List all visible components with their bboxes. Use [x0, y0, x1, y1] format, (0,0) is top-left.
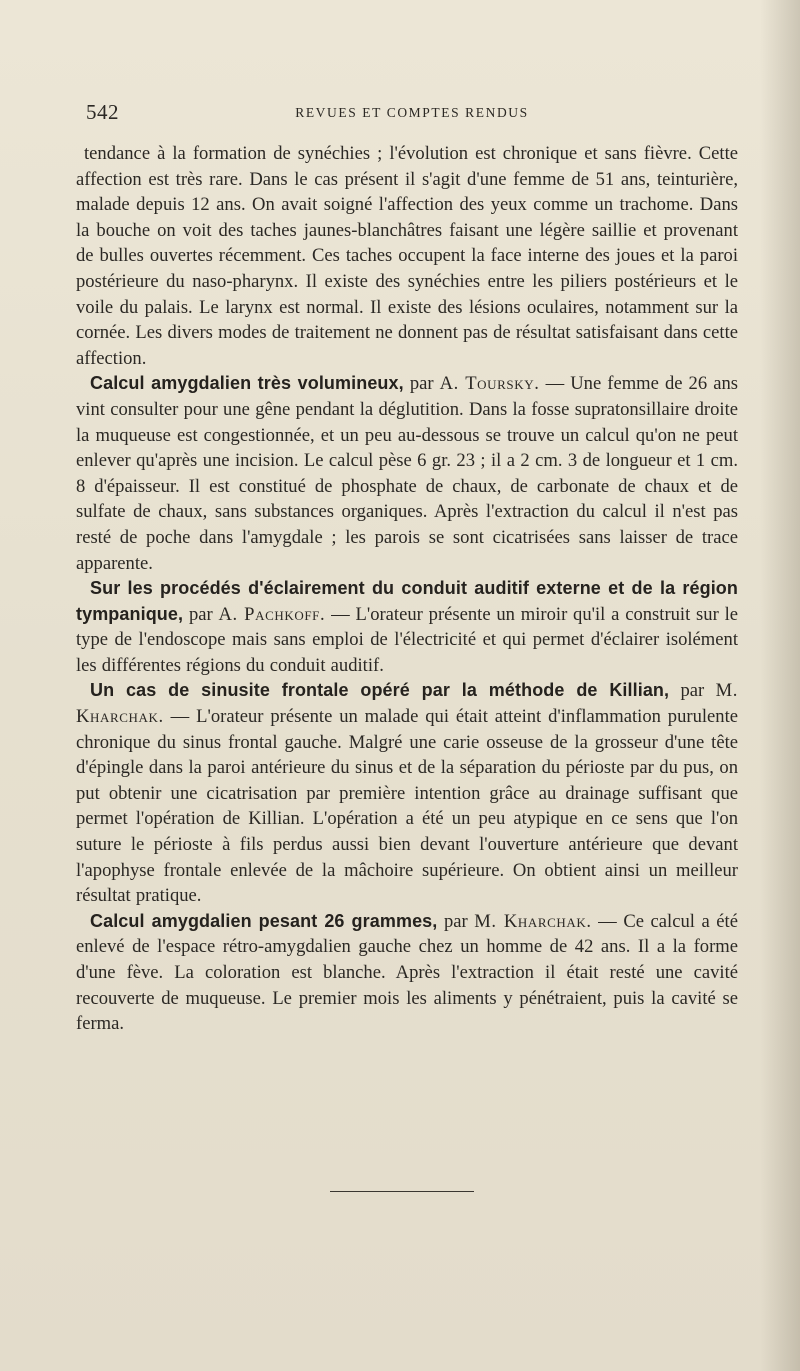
running-title: REVUES ET COMPTES RENDUS: [295, 105, 529, 120]
article-text: Une femme de 26 ans vint consulter pour une gêne pendant la déglutition. Dans la fosse supratonsillaire droite la muqueuse est congestionnée, et un peu au-dessous se trouve un calcul qu'on ne peut enlever qu'après une incision. Le calcul pèse 6 gr. 23 ; il a 2 cm. 3 de longueur et 1 cm. 8 d'épaisseur. Il est constitué de phosphate de chaux, de carbonate de chaux et de sulfate de chaux, sans substances organiques. Après l'extraction du calcul il n'est pas resté de poche dans l'amygdale ; les parois se sont cicatrisées sans laisser de trace apparente.: [76, 373, 738, 574]
byline-word: par: [680, 680, 705, 702]
article-heading: Sur les procédés d'éclairement du conduit auditif externe et de la région tympanique,: [76, 578, 738, 624]
article-text: Ce calcul a été enlevé de l'espace rétro-amygdalien gauche chez un homme de 42 ans. Il a la forme d'une fève. La coloration est blanche. Après l'extraction il était resté une cavité recouverte de muqueuse. Le premier mois les aliments y pénétraient, puis la cavité se ferma.: [76, 910, 738, 1035]
article-paragraph: [76, 678, 738, 908]
em-dash: —: [598, 910, 617, 932]
article-heading: Un cas de sinusite frontale opéré par la méthode de Killian,: [90, 680, 670, 701]
em-dash: —: [545, 373, 565, 395]
em-dash: —: [170, 706, 190, 728]
byline-word: par: [409, 373, 434, 395]
article-paragraph: [76, 576, 738, 678]
article-paragraph: [76, 909, 738, 1037]
article-author: A. Pachkoff.: [218, 603, 326, 625]
article-author: M. Kharchak.: [76, 680, 738, 728]
byline-word: par: [188, 603, 213, 625]
end-rule-divider: [330, 1191, 474, 1192]
em-dash: —: [331, 603, 350, 625]
article-heading: Calcul amygdalien très volumineux,: [90, 373, 404, 394]
running-head: [86, 100, 738, 130]
page-number: 542: [86, 100, 119, 124]
article-heading: Calcul amygdalien pesant 26 grammes,: [90, 910, 438, 931]
article-paragraph: [76, 371, 738, 576]
body-text: [76, 141, 738, 1037]
article-text: L'orateur présente un miroir qu'il a construit sur le type de l'endoscope mais sans emploi de l'électricité et qui permet d'éclairer isolément les différentes régions du conduit auditif.: [76, 603, 739, 676]
continuation-paragraph: tendance à la formation de synéchies ; l'évolution est chronique et sans fièvre. Cette affection est très rare. Dans le cas présent il s'agit d'une femme de 51 ans, teinturière, malade depuis 12 ans. On avait soigné l'affection des yeux comme un trachome. Dans la bouche on voit des taches jaunes-blanchâtres faisant une légère saillie et provenant de bulles ouvertes récemment. Ces taches occupent la face interne des joues et la paroi postérieure du naso-pharynx. Il existe des synéchies entre les piliers postérieurs et le voile du palais. Le larynx est normal. Il existe des lésions oculaires, notamment sur la cornée. Les divers modes de traitement ne donnent pas de résultat satisfaisant dans cette affection.: [76, 143, 738, 369]
article-author: A. Toursky.: [439, 373, 540, 395]
article-author: M. Kharchak.: [474, 910, 592, 932]
article-text: L'orateur présente un malade qui était atteint d'inflammation purulente chronique du sinus frontal gauche. Malgré une carie osseuse de la grosseur d'une tête d'épingle dans la paroi antérieure du sinus et de la séparation du périoste par du pus, on put obtenir une cicatrisation par première intention grâce au drainage suffisant que permet l'opération de Killian. L'opération a été un peu atypique en ce sens que l'on suture le périoste à fils perdus aussi bien devant l'ouverture antérieure que devant l'apophyse frontale enlevée de la mâchoire supérieure. On obtient ainsi un meilleur résultat pratique.: [76, 706, 739, 907]
byline-word: par: [443, 910, 468, 932]
